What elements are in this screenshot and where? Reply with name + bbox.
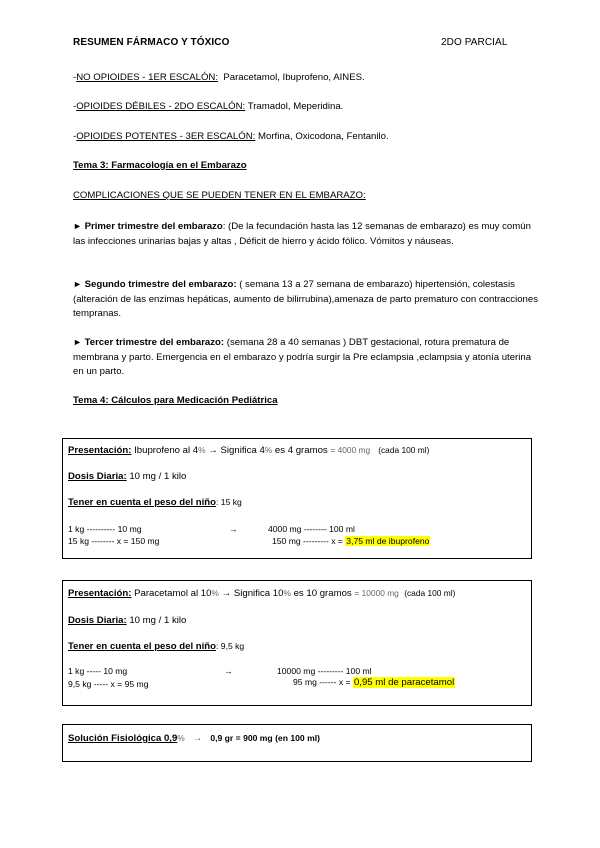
per-100ml-note: (cada 100 ml) xyxy=(404,588,456,598)
rule-of-three-right-2-text: 150 mg --------- x = xyxy=(272,536,343,546)
percent-sign: % xyxy=(198,445,206,455)
rule-of-three-right-1: 4000 mg -------- 100 ml xyxy=(268,524,355,534)
meaning-grams: es 10 gramos xyxy=(290,588,355,599)
arrow-right-icon: → xyxy=(218,588,234,599)
percent-sign: % xyxy=(177,733,185,743)
ladder-label: OPIOIDES POTENTES - 3ER ESCALÓN: xyxy=(76,131,256,142)
saline-line xyxy=(68,733,320,744)
trimester-text: (semana 28 a 40 semanas ) DBT gestacional, rotura prematura de membrana y parto. Emergencia en el embarazo y podría surgir la Pre eclampsia ,eclampsia y atonía uterina en un parto. xyxy=(73,337,532,377)
ladder-label: NO OPIOIDES - 1ER ESCALÓN: xyxy=(76,72,219,83)
paracetamol-result: 0,95 ml de paracetamol xyxy=(353,677,455,688)
ibuprofen-result: 3,75 ml de ibuprofeno xyxy=(346,536,430,546)
weight-line xyxy=(68,641,244,652)
daily-dose-value: 10 mg / 1 kilo xyxy=(126,615,187,626)
arrow-right-icon: → xyxy=(205,445,221,456)
weight-line xyxy=(68,497,242,508)
percent-sign: % xyxy=(283,588,291,598)
rule-of-three-left-2: 9,5 kg ----- x = 95 mg xyxy=(68,679,149,689)
arrow-right-icon: → xyxy=(224,666,233,676)
rule-of-three-right-2 xyxy=(272,536,430,546)
trimester-heading: Tercer trimestre del embarazo: xyxy=(84,337,225,348)
trimester-text: : (De la fecundación hasta las 12 semanas de embarazo) es muy común las infecciones urinarias bajas y altas , Déficit de hierro y ácido fólico. Vómitos y náuseas. xyxy=(73,221,531,247)
ladder-drugs: Tramadol, Meperidina. xyxy=(247,101,344,112)
presentation-line xyxy=(68,445,429,456)
triangle-bullet-icon: ► xyxy=(73,337,82,347)
rule-of-three-right-1: 10000 mg --------- 100 ml xyxy=(277,666,372,676)
ladder-item-3 xyxy=(73,131,389,142)
arrow-right-icon: → xyxy=(229,524,238,534)
tema3-title: Tema 3: Farmacología en el Embarazo xyxy=(73,160,247,171)
ladder-prefix: - xyxy=(73,101,77,112)
presentation-label: Presentación: xyxy=(68,588,132,599)
paracetamol-calc-box xyxy=(62,580,532,706)
presentation-drug: Ibuprofeno al 4 xyxy=(131,445,199,456)
arrow-right-icon: → xyxy=(192,733,203,744)
weight-value: : 9,5 kg xyxy=(216,641,245,651)
ladder-prefix: - xyxy=(73,131,77,142)
trimester-heading: Primer trimestre del embarazo xyxy=(84,221,223,232)
daily-dose-line xyxy=(68,471,186,482)
daily-dose-label: Dosis Diaria: xyxy=(68,471,127,482)
meaning-text: Significa 10 xyxy=(233,588,284,599)
daily-dose-value: 10 mg / 1 kilo xyxy=(126,471,187,482)
ladder-prefix: - xyxy=(73,72,77,83)
daily-dose-line xyxy=(68,615,186,626)
weight-value: : 15 kg xyxy=(216,497,242,507)
daily-dose-label: Dosis Diaria: xyxy=(68,615,127,626)
rule-of-three-right-2 xyxy=(293,677,455,688)
ladder-drugs: Paracetamol, Ibuprofeno, AINES. xyxy=(223,72,365,83)
meaning-text: Significa 4 xyxy=(220,445,265,456)
rule-of-three-left-1: 1 kg ---------- 10 mg xyxy=(68,524,142,534)
saline-label: Solución Fisiológica 0,9 xyxy=(68,733,178,744)
rule-of-three-left-2: 15 kg -------- x = 150 mg xyxy=(68,536,160,546)
trimester-text: ( semana 13 a 27 semana de embarazo) hipertensión, colestasis (alteración de las enzimas hepáticas, aumento de bilirrubina),amenaza de parto prematuro con contracciones tempranas. xyxy=(73,279,539,319)
rule-of-three-left-1: 1 kg ----- 10 mg xyxy=(68,666,128,676)
trimester-heading: Segundo trimestre del embarazo: xyxy=(84,279,237,290)
saline-equivalence: 0,9 gr = 900 mg (en 100 ml) xyxy=(210,733,320,743)
tema4-title: Tema 4: Cálculos para Medicación Pediátrica xyxy=(73,395,278,406)
presentation-line xyxy=(68,588,455,599)
tema3-subtitle: COMPLICACIONES QUE SE PUEDEN TENER EN EL EMBARAZO: xyxy=(73,190,366,201)
trimester-2 xyxy=(73,277,543,322)
presentation-drug: Paracetamol al 10 xyxy=(131,588,212,599)
percent-sign: % xyxy=(211,588,219,598)
document-title: RESUMEN FÁRMACO Y TÓXICO xyxy=(73,37,230,48)
trimester-3 xyxy=(73,335,543,380)
equivalent-mg: = 10000 mg xyxy=(354,588,399,598)
percent-sign: % xyxy=(264,445,273,455)
triangle-bullet-icon: ► xyxy=(73,279,82,289)
rule-of-three-right-2-text: 95 mg ------ x = xyxy=(293,677,351,687)
weight-label: Tener en cuenta el peso del niño xyxy=(68,497,217,508)
trimester-1 xyxy=(73,219,543,249)
ladder-item-2 xyxy=(73,101,343,112)
weight-label: Tener en cuenta el peso del niño xyxy=(68,641,217,652)
equivalent-mg: = 4000 mg xyxy=(330,445,371,455)
presentation-label: Presentación: xyxy=(68,445,132,456)
triangle-bullet-icon: ► xyxy=(73,221,82,231)
ibuprofen-calc-box xyxy=(62,438,532,559)
ladder-item-1 xyxy=(73,72,365,83)
ladder-label: OPIOIDES DÉBILES - 2DO ESCALÓN: xyxy=(76,101,246,112)
document-subtitle: 2DO PARCIAL xyxy=(441,37,508,48)
per-100ml-note: (cada 100 ml) xyxy=(378,445,430,455)
saline-box xyxy=(62,724,532,762)
ladder-drugs: Morfina, Oxicodona, Fentanilo. xyxy=(258,131,389,142)
meaning-grams: es 4 gramos xyxy=(272,445,331,456)
